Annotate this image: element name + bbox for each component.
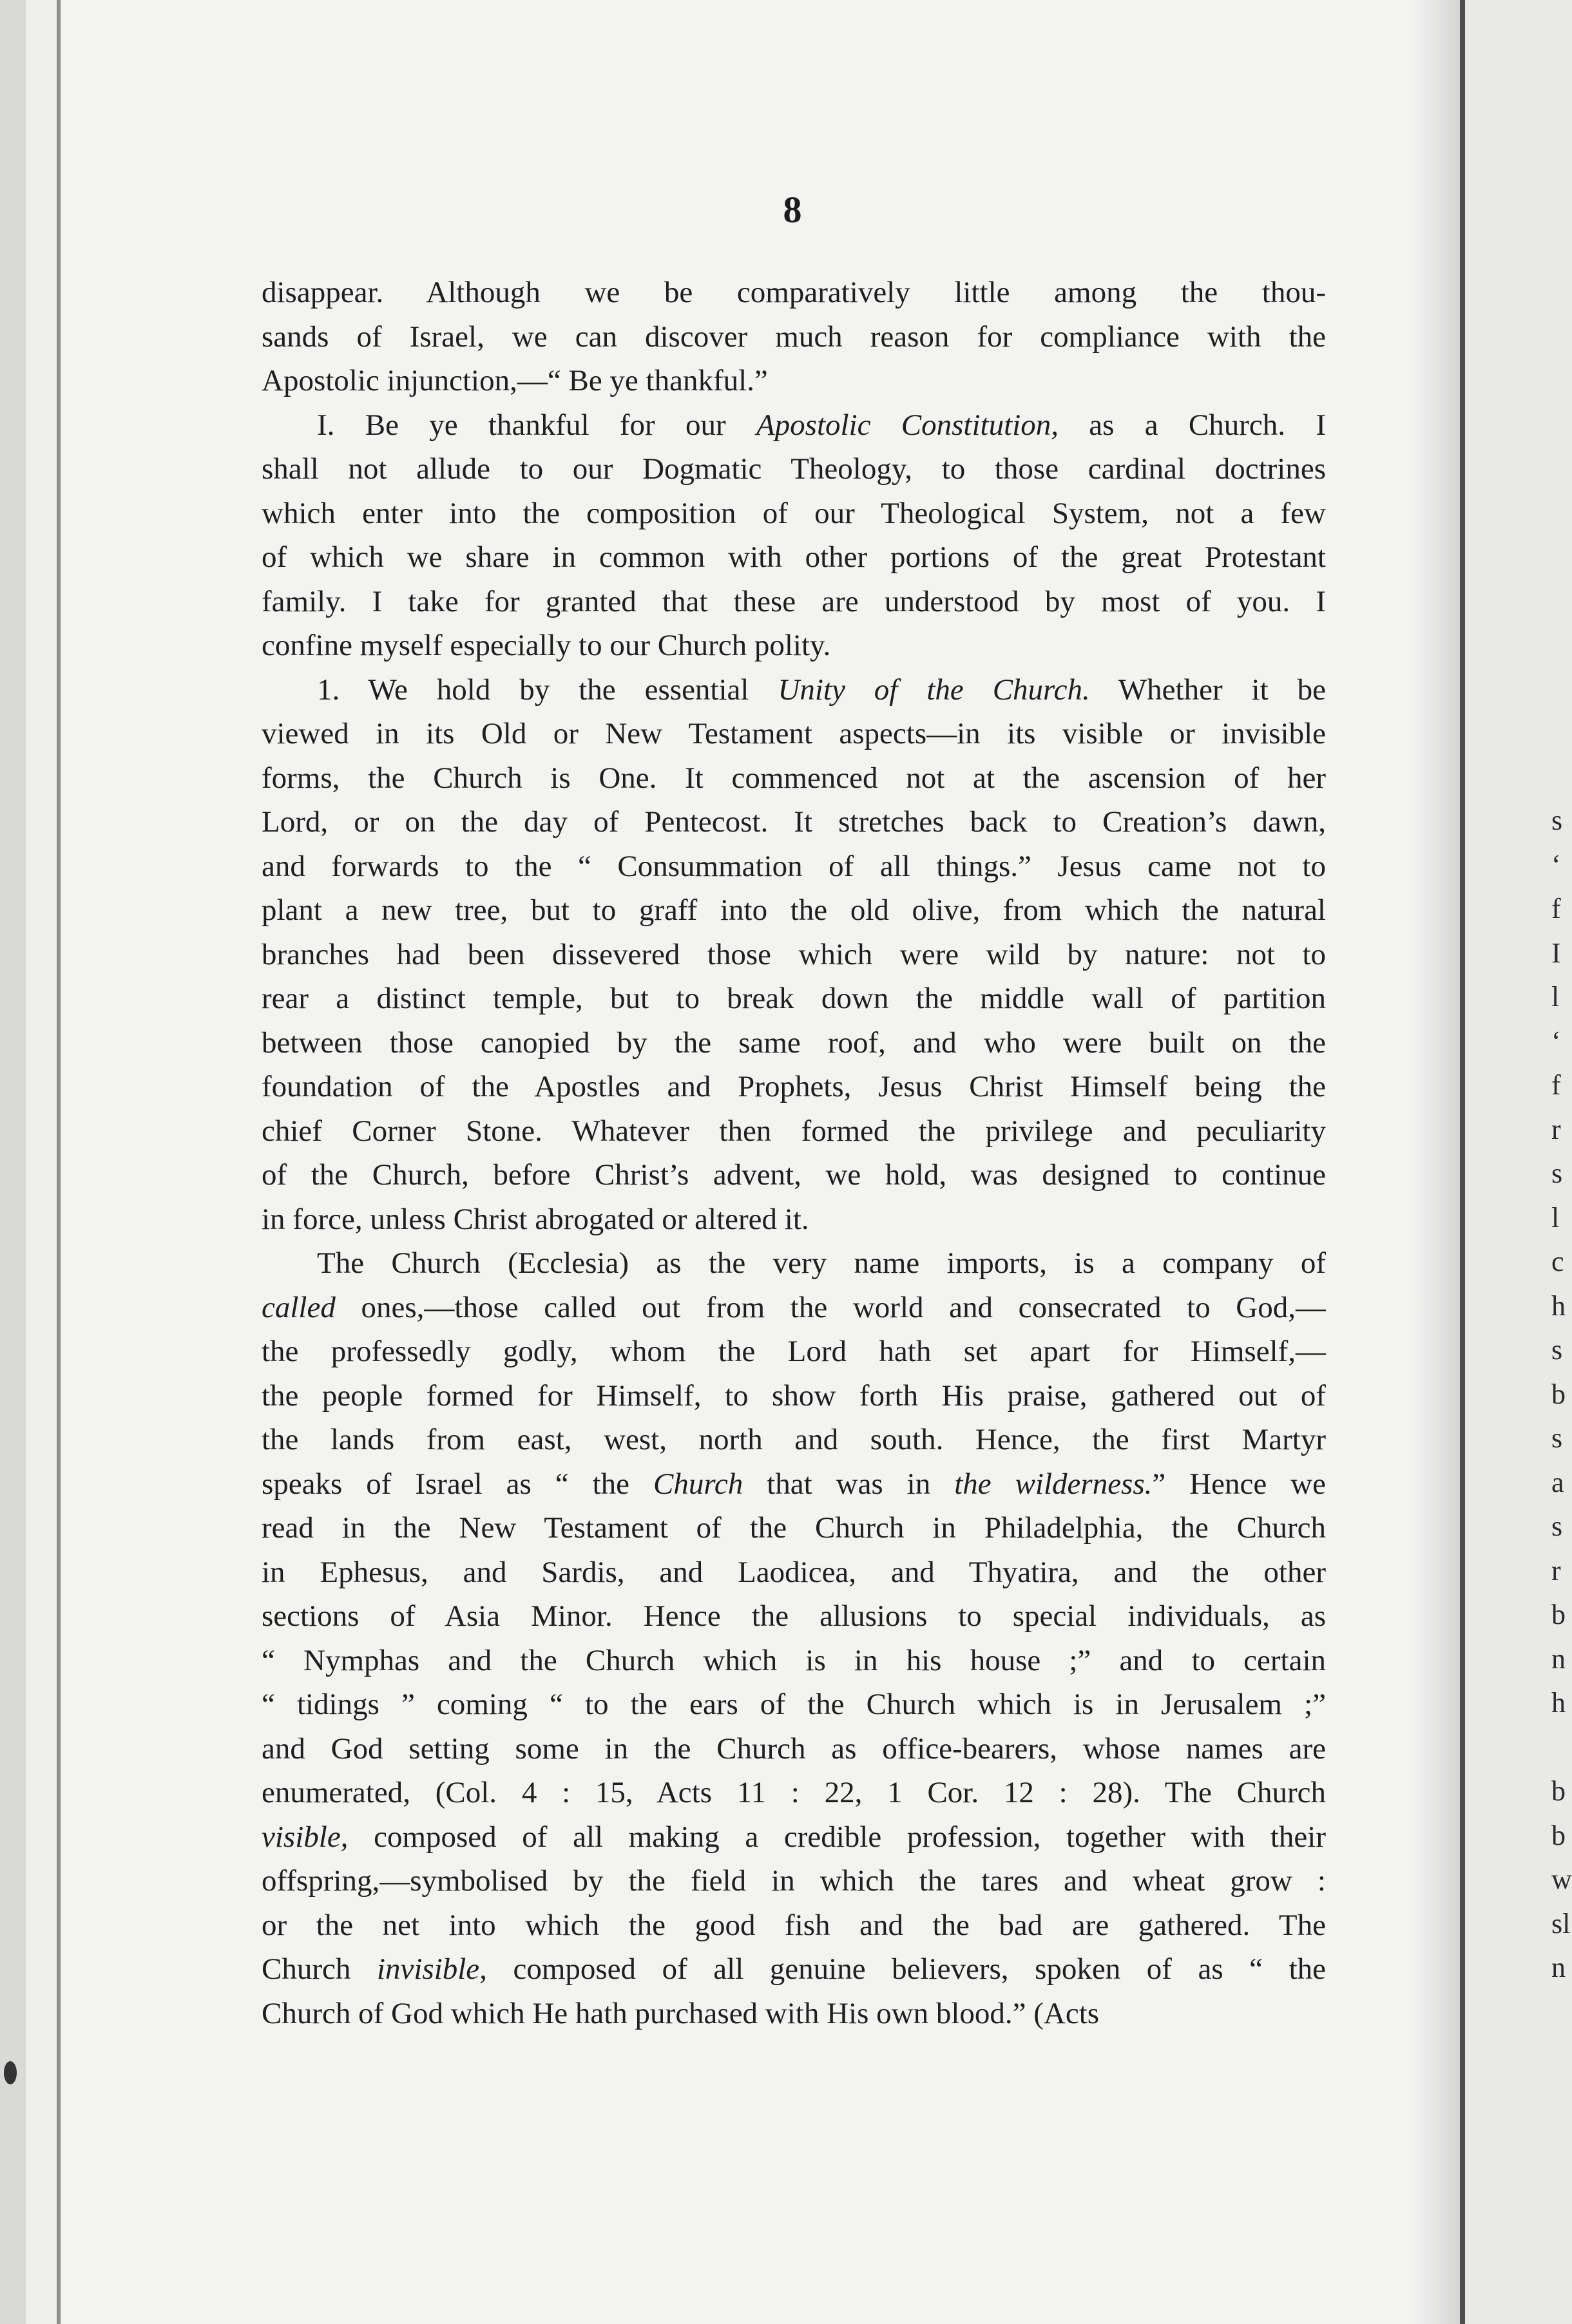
text-line: offspring,—symbolised by the field in which the tares and wheat grow : (262, 1864, 1326, 1898)
text-line: shall not allude to our Dogmatic Theology, to those cardinal doctrines (262, 452, 1326, 486)
italic-run: Apostolic Constitution, (756, 408, 1059, 442)
gutter-shadow (1411, 0, 1462, 2324)
facing-page-glyph: n (1551, 1643, 1566, 1675)
facing-page-glyph: s (1551, 1157, 1563, 1189)
facing-page-glyph: ‘ (1551, 848, 1561, 881)
facing-page-glyph: f (1551, 1069, 1561, 1101)
facing-page-glyph: c (1551, 1246, 1564, 1277)
text-line (262, 668, 1326, 712)
text-line: sands of Israel, we can discover much reason for compliance with the (262, 319, 1326, 354)
text-line: viewed in its Old or New Testament aspects—in its visible or invisible (262, 717, 1326, 750)
text-run: ” Hence we (1152, 1467, 1326, 1501)
facing-page-glyph: b (1551, 1378, 1566, 1410)
text-line: The Church (Ecclesia) as the very name imports, is a company of (317, 1246, 1326, 1280)
facing-page-glyph: w (1551, 1863, 1572, 1895)
text-line (262, 403, 1326, 448)
text-line: and forwards to the “ Consummation of all things.” Jesus came not to (262, 849, 1326, 883)
paragraph (262, 403, 1326, 668)
text-line: or the net into which the good fish and the bad are gathered. The (262, 1908, 1326, 1942)
text-line: confine myself especially to our Church polity. (262, 629, 831, 662)
paragraph (262, 271, 1326, 403)
text-run: ones,—those called out from the world and consecrated to God,— (335, 1290, 1326, 1324)
facing-page-glyph: a (1551, 1466, 1564, 1498)
italic-run: Unity of the Church. (778, 672, 1090, 707)
text-line: forms, the Church is One. It commenced not at the ascension of her (262, 761, 1326, 795)
facing-page-glyph: I (1551, 937, 1561, 969)
text-run: Whether it be (1089, 672, 1326, 707)
text-run: speaks of Israel as “ the (262, 1467, 653, 1501)
facing-page-cut-text (1551, 799, 1572, 1990)
facing-page-glyph: sl (1551, 1907, 1571, 1939)
text-line: disappear. Although we be comparatively little among the thou- (262, 276, 1326, 309)
facing-page-glyph: f (1551, 893, 1561, 924)
paragraph (262, 668, 1326, 1242)
text-line (262, 1286, 1326, 1330)
italic-run: visible, (262, 1820, 349, 1854)
facing-page-glyph: s (1551, 1422, 1563, 1454)
text-run: composed of all genuine believers, spoken of as “ the (486, 1952, 1326, 1986)
text-line: family. I take for granted that these are understood by most of you. I (262, 584, 1326, 618)
text-line: Apostolic injunction,—“ Be ye thankful.” (262, 364, 768, 397)
facing-page-glyph: n (1551, 1952, 1566, 1983)
facing-page-glyph: b (1551, 1599, 1566, 1630)
italic-run: called (262, 1290, 336, 1324)
text-line: rear a distinct temple, but to break down the middle wall of partition (262, 982, 1326, 1015)
text-run: Church (262, 1952, 377, 1986)
facing-page-glyph: r (1551, 1554, 1561, 1586)
text-line: sections of Asia Minor. Hence the allusions to special individuals, as (262, 1599, 1326, 1633)
text-line: in Ephesus, and Sardis, and Laodicea, and Thyatira, and the other (262, 1555, 1326, 1589)
facing-page-glyph: l (1551, 1201, 1560, 1233)
text-line: between those canopied by the same roof, and who were built on the (262, 1025, 1326, 1060)
facing-page-glyph: s (1551, 805, 1563, 836)
text-line: of which we share in common with other portions of the great Protestant (262, 540, 1326, 574)
ink-spot (4, 2061, 17, 2084)
facing-page-glyph: s (1551, 1334, 1563, 1366)
paragraph (262, 1241, 1326, 2035)
text-line: and God setting some in the Church as office-bearers, whose names are (262, 1731, 1326, 1766)
text-run: 1. We hold by the essential (317, 672, 778, 707)
text-line: chief Corner Stone. Whatever then formed the privilege and peculiarity (262, 1114, 1326, 1148)
facing-page-glyph: b (1551, 1819, 1566, 1851)
text-line: which enter into the composition of our Theological System, not a few (262, 496, 1326, 530)
text-run: composed of all making a credible profession, together with their (348, 1820, 1326, 1854)
text-line (262, 1462, 1326, 1507)
text-line: “ Nymphas and the Church which is in his house ;” and to certain (262, 1643, 1326, 1677)
italic-run: Church (653, 1467, 743, 1501)
facing-page-glyph (1551, 1726, 1572, 1770)
text-line: in force, unless Christ abrogated or altered it. (262, 1202, 809, 1236)
text-run: that was in (743, 1467, 955, 1501)
text-line: of the Church, before Christ’s advent, we hold, was designed to continue (262, 1158, 1326, 1192)
text-line: the people formed for Himself, to show forth His praise, gathered out of (262, 1378, 1326, 1413)
italic-run: invisible, (376, 1952, 487, 1986)
text-line (262, 1947, 1326, 1992)
text-line: branches had been dissevered those which were wild by nature: not to (262, 937, 1326, 971)
facing-page-glyph: b (1551, 1775, 1566, 1807)
text-line: plant a new tree, but to graff into the old olive, from which the natural (262, 893, 1326, 927)
body-text (262, 271, 1326, 2035)
italic-run: the wilderness. (954, 1467, 1153, 1501)
facing-page-glyph: r (1551, 1113, 1561, 1145)
text-line: the professedly godly, whom the Lord hath set apart for Himself,— (262, 1335, 1326, 1368)
text-line: foundation of the Apostles and Prophets, Jesus Christ Himself being the (262, 1070, 1326, 1103)
book-spine-line (1460, 0, 1465, 2324)
left-scan-margin (0, 0, 26, 2324)
text-line: read in the New Testament of the Church in Philadelphia, the Church (262, 1511, 1326, 1545)
text-run: as a Church. I (1058, 408, 1326, 442)
facing-page-glyph: l (1551, 981, 1560, 1013)
facing-page-glyph: h (1551, 1687, 1566, 1719)
text-line: Lord, or on the day of Pentecost. It stretches back to Creation’s dawn, (262, 805, 1326, 839)
page-number: 8 (783, 189, 802, 231)
text-line (262, 1815, 1326, 1860)
facing-page-glyph: ‘ (1551, 1025, 1561, 1057)
text-line: Church of God which He hath purchased with His own blood.” (Acts (262, 1996, 1100, 2030)
text-line: “ tidings ” coming “ to the ears of the Church which is in Jerusalem ;” (262, 1688, 1326, 1721)
facing-page-glyph: h (1551, 1290, 1566, 1322)
text-line: enumerated, (Col. 4 : 15, Acts 11 : 22, 1 Cor. 12 : 28). The Church (262, 1776, 1326, 1809)
facing-page-glyph: s (1551, 1510, 1563, 1542)
text-run: I. Be ye thankful for our (317, 408, 756, 442)
text-line: the lands from east, west, north and south. Hence, the first Martyr (262, 1423, 1326, 1456)
